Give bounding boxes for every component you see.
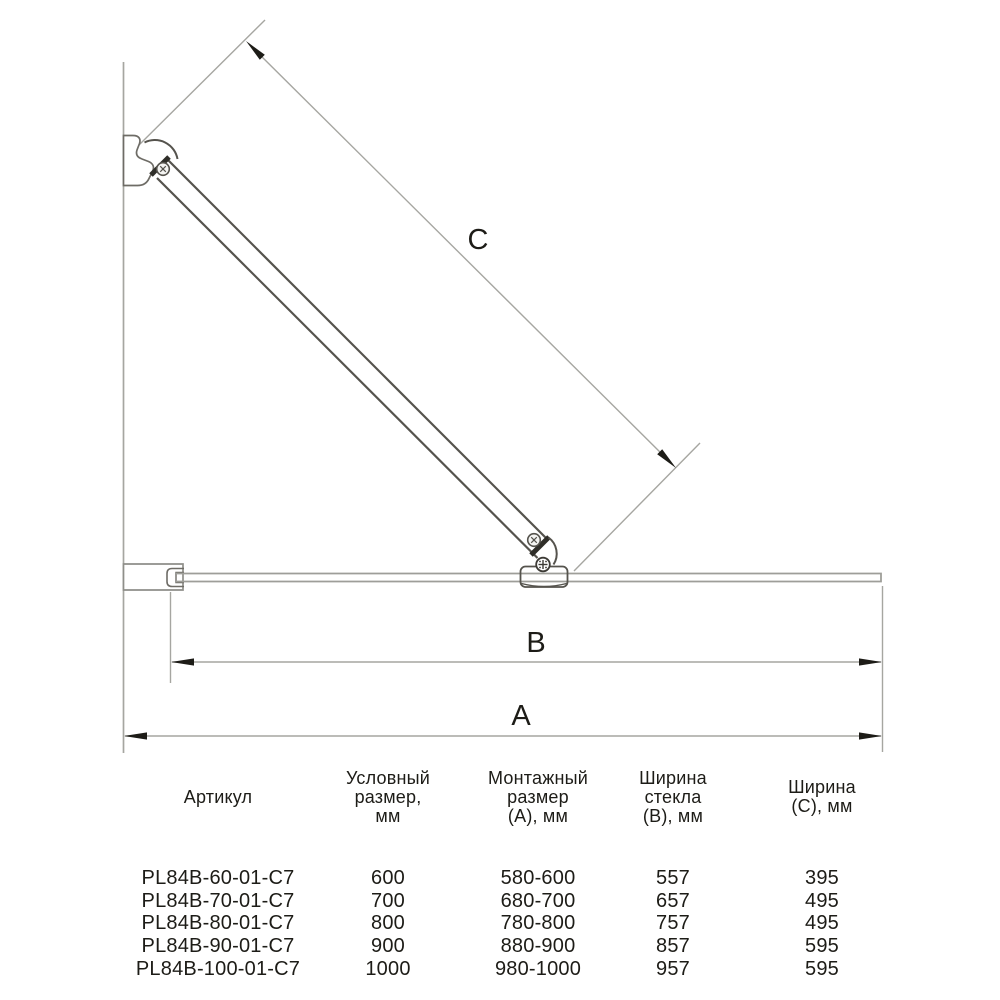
nominal-size-cell: 1000 — [365, 957, 411, 980]
column-header-mounting-size-a — [448, 766, 628, 828]
article-cell: PL84B-60-01-C7 — [141, 867, 295, 889]
mounting-size-cell: 980-1000 — [494, 957, 582, 980]
article-cell: PL84B-80-01-C7 — [141, 912, 295, 935]
table-row — [108, 935, 926, 958]
article-cell: PL84B-90-01-C7 — [141, 935, 295, 958]
dimension-arrow-icon — [124, 732, 147, 739]
width-c-cell: 395 — [805, 867, 839, 889]
table-body — [108, 867, 926, 981]
header-line: размер, — [354, 786, 422, 807]
header-line: мм — [375, 805, 401, 826]
header-line: размер — [507, 786, 569, 807]
mounting-size-cell: 880-900 — [500, 935, 576, 958]
nominal-size-cell: 600 — [371, 867, 405, 889]
column-header-nominal-size — [328, 766, 448, 828]
arm-bottom-cap-arc — [549, 538, 557, 565]
glass-width-cell: 857 — [656, 935, 690, 958]
swing-arm-upper-edge — [168, 160, 549, 541]
table-row — [108, 890, 926, 913]
screw-icon — [528, 534, 541, 547]
dimension-label-b: B — [526, 627, 546, 659]
width-c-cell: 595 — [805, 935, 839, 958]
article-cell: PL84B-100-01-C7 — [135, 957, 301, 980]
dimension-arrow-icon — [859, 658, 882, 665]
glass-width-cell: 757 — [656, 912, 690, 935]
header-line: Артикул — [183, 786, 253, 807]
dimension-arrow-icon — [859, 732, 882, 739]
mounting-size-cell: 580-600 — [500, 867, 576, 889]
header-line: Ширина — [788, 777, 856, 797]
header-line: (В), мм — [642, 805, 704, 826]
width-c-cell: 595 — [805, 957, 839, 980]
width-c-cell: 495 — [805, 912, 839, 935]
glass-width-cell: 657 — [656, 889, 690, 912]
header-line: Ширина — [639, 767, 707, 788]
table-header-row — [108, 766, 926, 828]
table-row — [108, 867, 926, 890]
wall-hinge-bracket — [124, 136, 154, 186]
header-line: Условный — [345, 767, 431, 788]
column-header-glass-width-b — [628, 766, 718, 828]
dimension-arrow-icon — [246, 41, 265, 60]
mounting-size-cell: 680-700 — [500, 889, 576, 912]
header-line: (С), мм — [791, 796, 853, 816]
column-header-article — [108, 766, 328, 828]
column-header-width-c — [718, 766, 926, 828]
nominal-size-cell: 900 — [371, 935, 405, 958]
width-c-cell: 495 — [805, 889, 839, 912]
nominal-size-cell: 800 — [371, 912, 405, 935]
dimension-line-c — [249, 44, 673, 465]
table-row — [108, 912, 926, 935]
screw-icon — [157, 163, 170, 176]
header-line: Монтажный — [488, 767, 588, 788]
glass-panel — [176, 574, 881, 582]
pivot-screw-icon — [536, 558, 550, 572]
header-line: стекла — [644, 786, 702, 807]
size-specification-table — [108, 766, 926, 981]
arm-top-cap-arc — [145, 140, 178, 159]
pivot-bracket-base-curve — [522, 584, 567, 587]
dimension-label-c: C — [467, 224, 489, 256]
dimension-arrow-icon — [657, 449, 676, 468]
mounting-size-cell: 780-800 — [500, 912, 576, 935]
table-row — [108, 958, 926, 981]
extension-line-c-bottom — [574, 443, 700, 571]
dimension-arrow-icon — [171, 658, 194, 665]
article-cell: PL84B-70-01-C7 — [141, 889, 295, 912]
glass-width-cell: 957 — [656, 957, 690, 980]
header-line: (А), мм — [507, 805, 569, 826]
glass-width-cell: 557 — [656, 867, 690, 889]
nominal-size-cell: 700 — [371, 889, 405, 912]
dimension-label-a: A — [511, 700, 531, 732]
extension-line-c-top — [138, 20, 265, 146]
